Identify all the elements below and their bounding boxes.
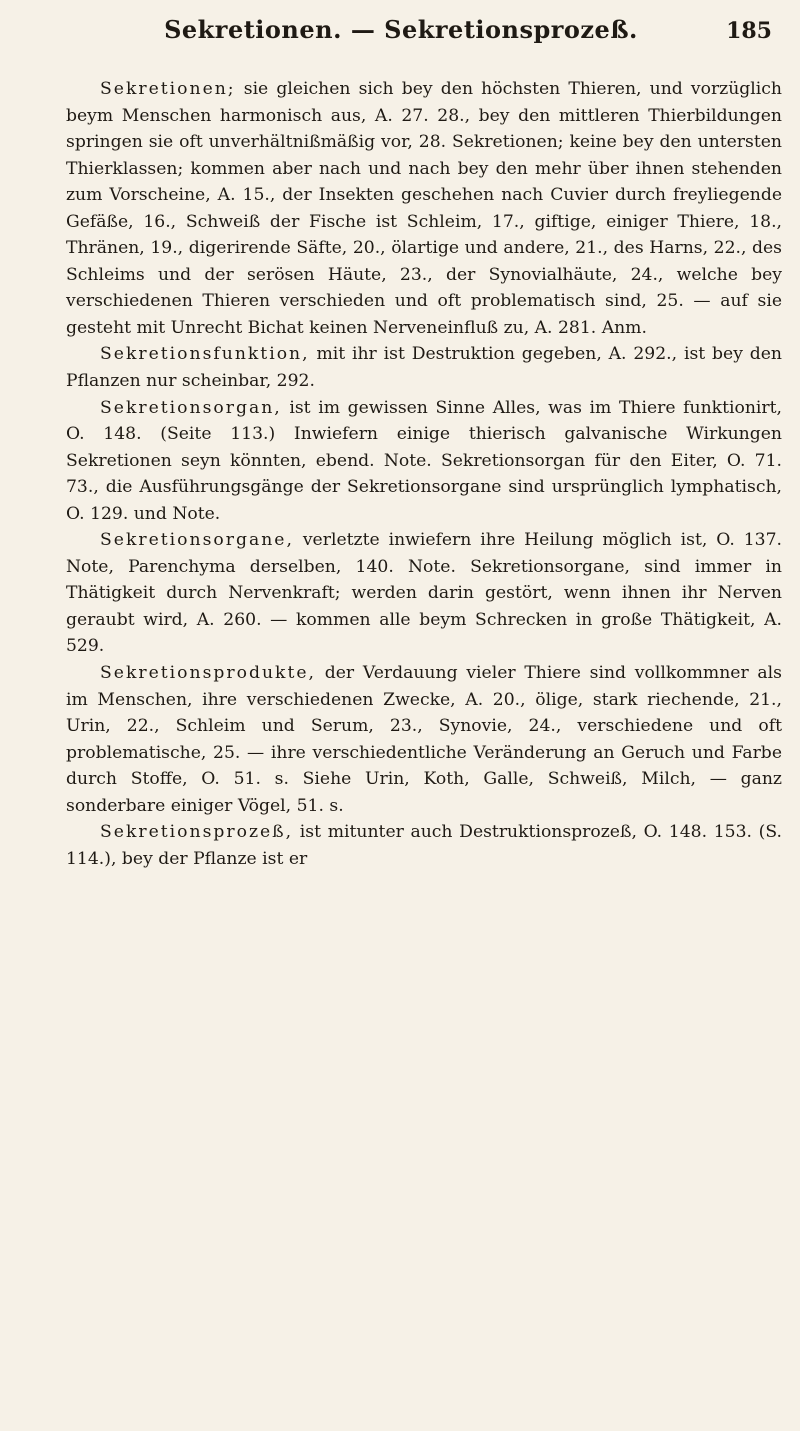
page-number: 185 (726, 18, 772, 44)
entry-text: ist mitunter auch Destruktionsprozeß, O. 148. 153. (S. 114.), bey der Pflanze ist er (66, 822, 782, 869)
entry-keyword: Sekretionsprodukte, (100, 663, 316, 684)
index-entry (66, 819, 782, 872)
entry-keyword: Sekretionsorgan, (100, 397, 282, 418)
entry-keyword: Sekretionsorgane, (100, 530, 294, 551)
index-entry (66, 76, 782, 341)
page-header (90, 8, 772, 44)
index-entry (66, 341, 782, 394)
entry-text: mit ihr ist Destruktion gegeben, A. 292., ist bey den Pflanzen nur scheinbar, 292. (66, 344, 782, 392)
entry-text: verletzte inwiefern ihre Heilung möglich ist, O. 137. Note, Parenchyma derselben, 140. Note. Sekretionsorgane, sind immer in Thätigkeit durch Nervenkraft; werden darin gestört, wenn ihnen ihr Nerven geraubt wird, A. 260. — kommen alle beym Schrecken in große Thätigkeit, A. 529. (66, 530, 782, 657)
index-entry (66, 395, 782, 528)
entry-keyword: Sekretionen; (100, 79, 236, 99)
running-head: Sekretionen. — Sekretionsprozeß. (164, 15, 638, 44)
index-entry (66, 660, 782, 819)
index-entry (66, 527, 782, 660)
entry-text: ist im gewissen Sinne Alles, was im Thiere funktionirt, O. 148. (Seite 113.) Inwiefern einige thierisch galvanische Wirkungen Sekretionen seyn könnten, ebend. Note. Sekretionsorgan für den Eiter, O. 71. 73., die Ausführungsgänge der Sekretionsorgane sind ursprünglich lymphatisch, O. 129. und Note. (66, 397, 782, 524)
entry-keyword: Sekretionsfunktion, (100, 344, 310, 365)
entry-text: sie gleichen sich bey den höchsten Thieren, und vorzüglich beym Menschen harmonisch aus, A. 27. 28., bey den mittleren Thierbildungen springen sie oft unverhältnißmäßig vor, 28. Sekretionen; keine bey den untersten Thierklassen; kommen aber nach und nach bey den mehr über ihnen stehenden zum Vorscheine, A. 15., der Insekten geschehen nach Cuvier durch freyliegende Gefäße, 16., Schweiß der Fische ist Schleim, 17., giftige, einiger Thiere, 18., Thränen, 19., digerirende Säfte, 20., ölartige und andere, 21., des Harns, 22., des Schleims und der serösen Häute, 23., der Synovialhäute, 24., welche bey verschiedenen Thieren verschieden und oft problematisch sind, 25. — auf sie gesteht mit Unrecht Bichat keinen Nerveneinfluß zu, A. 281. Anm. (66, 79, 782, 338)
entry-keyword: Sekretionsprozeß, (100, 822, 294, 843)
entry-text: der Verdauung vieler Thiere sind vollkommner als im Menschen, ihre verschiedenen Zwecke, A. 20., ölige, stark riechende, 21., Urin, 22., Schleim und Serum, 23., Synovie, 24., verschiedene und oft problematische, 25. — ihre verschiedentliche Veränderung an Geruch und Farbe durch Stoffe, O. 51. s. Siehe Urin, Koth, Galle, Schweiß, Milch, — ganz sonderbare einiger Vögel, 51. s. (66, 663, 782, 816)
index-body (66, 76, 782, 872)
